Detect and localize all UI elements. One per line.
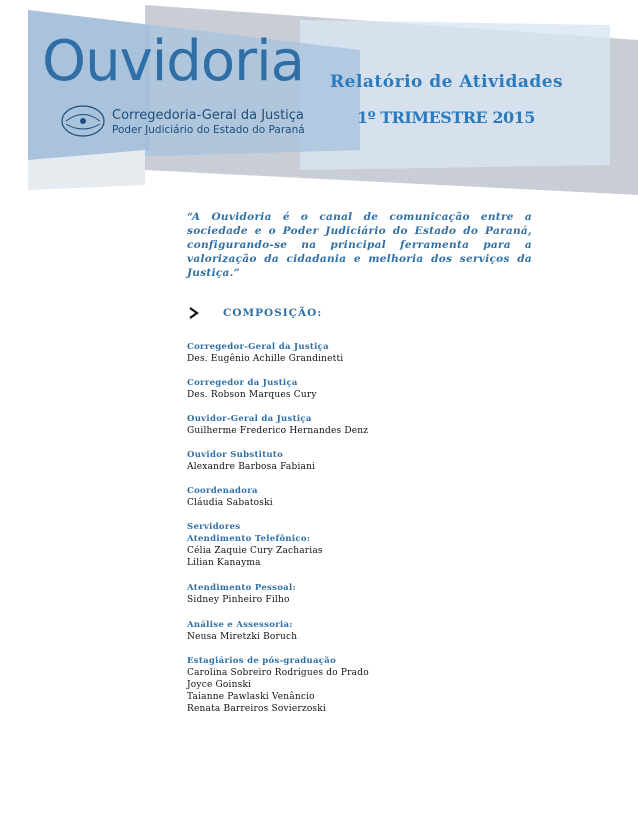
member-name: Alexandre Barbosa Fabiani xyxy=(187,462,316,472)
member-name: Renata Barreiros Sovierzoski xyxy=(187,704,326,714)
role-subtitle: Análise e Assessoria: xyxy=(187,620,293,630)
mission-quote: “A Ouvidoria é o canal de comunicação entre a sociedade e o Poder Judiciário do Estado do Paraná, configurando-se na principal ferramenta para a valorização da cidadania e melhoria dos serviços da Justiça.” xyxy=(187,211,532,279)
composition-list xyxy=(187,342,547,728)
role-title: Coordenadora xyxy=(187,486,258,496)
logo-wordmark: Ouvidoria xyxy=(42,29,304,94)
member-name: Joyce Goinski xyxy=(187,680,252,690)
member-name: Sidney Pinheiro Filho xyxy=(187,595,290,605)
report-period: 1º TRIMESTRE 2015 xyxy=(357,108,535,127)
role-subtitle: Atendimento Telefônico: xyxy=(187,534,311,544)
member-name: Cláudia Sabatoski xyxy=(187,498,273,508)
member-name: Lilian Kanayma xyxy=(187,558,261,568)
member-name: Des. Robson Marques Cury xyxy=(187,390,317,400)
role-subtitle: Atendimento Pessoal: xyxy=(187,583,296,593)
report-title: Relatório de Atividades xyxy=(330,72,564,92)
coat-of-arms-icon xyxy=(60,102,106,140)
group-estagiarios xyxy=(187,656,547,715)
role-title: Servidores xyxy=(187,522,241,532)
logo-subtitle-secondary: Poder Judiciário do Estado do Paraná xyxy=(112,124,305,136)
role-title: Estagiários de pós-graduação xyxy=(187,656,337,666)
group-ouvidor-geral xyxy=(187,414,547,437)
group-corregedor xyxy=(187,378,547,401)
group-servidores-pessoal xyxy=(187,582,547,606)
member-name: Des. Eugênio Achille Grandinetti xyxy=(187,354,344,364)
group-servidores-analise xyxy=(187,619,547,643)
member-name: Neusa Miretzki Boruch xyxy=(187,632,298,642)
group-ouvidor-substituto xyxy=(187,450,547,473)
logo-subtitle-primary: Corregedoria-Geral da Justiça xyxy=(112,108,304,123)
group-servidores-telefonico xyxy=(187,522,547,569)
member-name: Taianne Pawlaski Venâncio xyxy=(187,692,315,702)
section-heading xyxy=(187,306,322,320)
member-name: Guilherme Frederico Hernandes Denz xyxy=(187,426,369,436)
group-coordenadora xyxy=(187,486,547,509)
role-title: Ouvidor-Geral da Justiça xyxy=(187,414,312,424)
arrow-right-icon xyxy=(187,306,201,320)
member-name: Célia Zaquie Cury Zacharias xyxy=(187,546,323,556)
section-heading-label: COMPOSIÇÃO: xyxy=(223,307,323,319)
role-title: Ouvidor Substituto xyxy=(187,450,284,460)
group-corregedor-geral xyxy=(187,342,547,365)
member-name: Carolina Sobreiro Rodrigues do Prado xyxy=(187,668,369,678)
role-title: Corregedor-Geral da Justiça xyxy=(187,342,329,352)
role-title: Corregedor da Justiça xyxy=(187,378,298,388)
